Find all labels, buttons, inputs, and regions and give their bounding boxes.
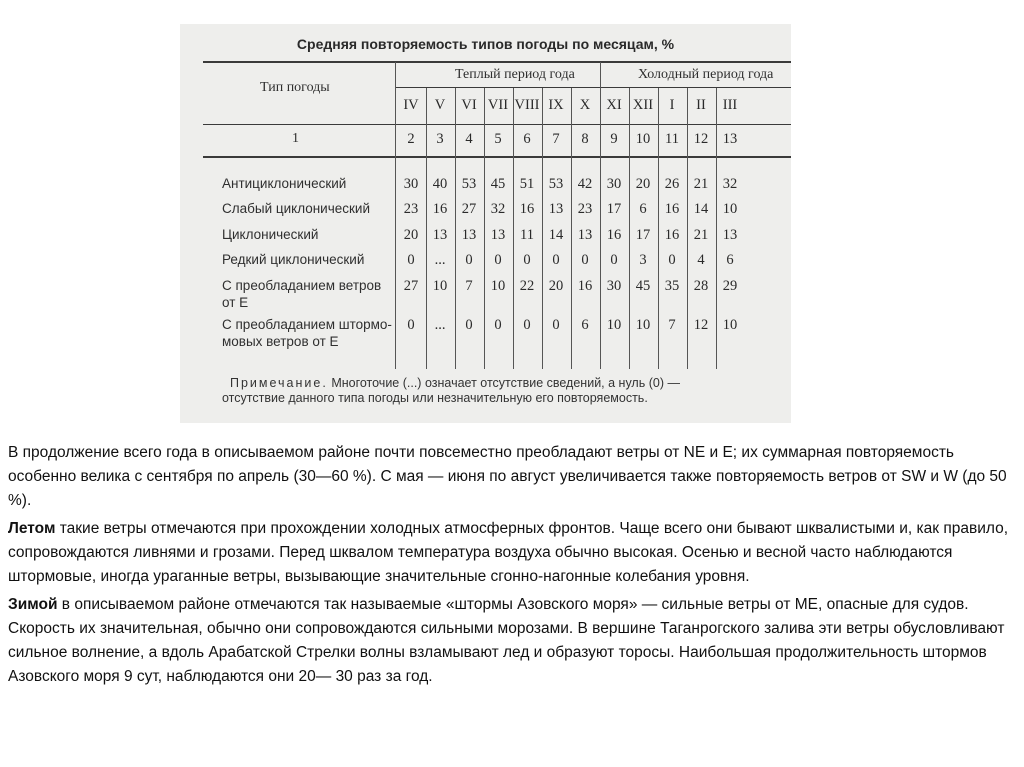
row-label: Редкий циклонический: [222, 252, 365, 267]
table-cell: 16: [606, 227, 622, 243]
month-header: II: [696, 97, 706, 113]
month-header: III: [722, 97, 738, 113]
table-cell: 10: [722, 317, 738, 333]
note-line-2: отсутствие данного типа погоды или незначительную его повторяемость.: [222, 391, 648, 405]
paragraph-3: Зимой в описываемом районе отмечаются так называемые «штормы Азовского моря» — сильные ветры от МЕ, опасные для судов. Скорость их значительная, обычно они сопровождаются сильными морозами. В вершине Таганрогского залива эти ветры обусловливают сильное волнение, а вдоль Арабатской Стрелки волны взламывают лед и образуют торосы. Наибольшая продолжительность штормов Азовского моря 9 сут, наблюдаются они 20— 30 раз за год.: [8, 596, 1005, 685]
table-title: Средняя повторяемость типов погоды по месяцам, %: [296, 36, 675, 52]
cold-period-header: Холодный период года: [638, 67, 774, 82]
table-cell: 0: [407, 317, 415, 333]
table-cell: 27: [461, 201, 477, 217]
table-cell: 13: [722, 227, 738, 243]
table-cell: 10: [432, 278, 448, 294]
table-cell: 32: [722, 176, 738, 192]
table-cell: 13: [577, 227, 593, 243]
column-number: 2: [407, 131, 415, 147]
row-label: С преобладанием ветров: [222, 278, 382, 293]
table-cell: 14: [548, 227, 564, 243]
row-label: Циклонический: [222, 227, 319, 242]
table-cell: 17: [606, 201, 622, 217]
numbers-rule: [203, 156, 791, 158]
table-cell: 11: [520, 227, 534, 243]
paragraph-1: В продолжение всего года в описываемом районе почти повсеместно преобладают ветры от NE и Е; их суммарная повторяемость особенно велика с сентября по апрель (30—60 %). С мая — июня по август увеличивается также повторяемость ветров от SW и W (до 50 %).: [8, 444, 1007, 509]
table-cell: 30: [403, 176, 419, 192]
table-cell: 53: [548, 176, 564, 192]
table-cell: 32: [490, 201, 506, 217]
table-cell: 0: [494, 317, 502, 333]
table-cell: 13: [432, 227, 448, 243]
scanned-table-image: [180, 24, 791, 423]
table-cell: 0: [552, 252, 560, 268]
table-cell: 14: [693, 201, 709, 217]
table-cell: 22: [519, 278, 535, 294]
column-number: 5: [494, 131, 502, 147]
row-label: Антициклонический: [222, 176, 347, 191]
table-cell: 17: [635, 227, 651, 243]
column-number: 10: [635, 131, 651, 147]
table-cell: 16: [519, 201, 535, 217]
month-header: VII: [487, 97, 509, 113]
table-cell: ...: [434, 252, 446, 268]
month-header: IX: [548, 97, 564, 113]
table-cell: 0: [465, 252, 473, 268]
header-rule: [203, 124, 791, 125]
table-cell: 10: [722, 201, 738, 217]
table-cell: 4: [697, 252, 705, 268]
row-label-continued: мовых ветров от Е: [222, 334, 339, 349]
table-cell: 16: [664, 227, 680, 243]
table-cell: 16: [432, 201, 448, 217]
table-top-rule: [203, 61, 791, 63]
table-cell: 30: [606, 176, 622, 192]
column-number: 6: [523, 131, 531, 147]
row-label: Слабый циклонический: [222, 201, 371, 216]
table-note: [222, 376, 782, 406]
table-cell: 23: [403, 201, 419, 217]
table-cell: 6: [639, 201, 647, 217]
table-cell: 20: [548, 278, 564, 294]
table-cell: 10: [635, 317, 651, 333]
month-header: VI: [461, 97, 477, 113]
warm-period-header: Теплый период года: [455, 67, 575, 82]
body-text: [8, 441, 1018, 693]
table-cell: 13: [548, 201, 564, 217]
table-cell: 42: [577, 176, 593, 192]
month-header: IV: [403, 97, 419, 113]
table-cell: 13: [461, 227, 477, 243]
paragraph-2-lead: Летом: [8, 520, 56, 537]
table-cell: 26: [664, 176, 680, 192]
note-line-1: Многоточие (...) означает отсутствие сведений, а нуль (0) —: [331, 376, 680, 390]
table-cell: 0: [668, 252, 676, 268]
column-number: 8: [581, 131, 589, 147]
table-cell: 7: [668, 317, 676, 333]
table-cell: 6: [581, 317, 589, 333]
table-cell: 53: [461, 176, 477, 192]
month-header: V: [434, 97, 446, 113]
table-cell: 16: [577, 278, 593, 294]
month-header: VIII: [514, 97, 540, 113]
table-cell: 7: [465, 278, 473, 294]
column-number: 11: [665, 131, 679, 147]
table-cell: 40: [432, 176, 448, 192]
month-header: X: [579, 97, 591, 113]
paragraph-2: Летом такие ветры отмечаются при прохождении холодных атмосферных фронтов. Чаще всего они бывают шквалистыми и, как правило, сопровождаются ливнями и грозами. Перед шквалом температура воздуха обычно высокая. Осенью и весной часто наблюдаются штормовые, иногда ураганные ветры, вызывающие значительные сгонно-нагонные колебания уровня.: [8, 520, 1009, 585]
table-cell: 0: [523, 252, 531, 268]
table-cell: 10: [606, 317, 622, 333]
column-number: 3: [436, 131, 444, 147]
table-cell: 35: [664, 278, 680, 294]
column-number: 12: [693, 131, 709, 147]
column-number: 4: [465, 131, 473, 147]
col-header-label: Тип погоды: [260, 80, 330, 95]
month-header: XI: [606, 97, 622, 113]
table-cell: 20: [635, 176, 651, 192]
table-cell: 29: [722, 278, 738, 294]
table-cell: 21: [693, 227, 709, 243]
table-cell: 20: [403, 227, 419, 243]
table-cell: 0: [407, 252, 415, 268]
table-cell: 10: [490, 278, 506, 294]
table-cell: 27: [403, 278, 419, 294]
table-cell: ...: [434, 317, 446, 333]
table-cell: 12: [693, 317, 709, 333]
table-cell: 0: [610, 252, 618, 268]
table-cell: 0: [494, 252, 502, 268]
table-cell: 0: [552, 317, 560, 333]
table-cell: 3: [639, 252, 647, 268]
col-divider-label: [395, 62, 396, 369]
table-cell: 0: [465, 317, 473, 333]
column-number: 13: [722, 131, 738, 147]
table-cell: 0: [523, 317, 531, 333]
column-number: 9: [610, 131, 618, 147]
row-label-continued: от Е: [222, 295, 249, 310]
paragraph-3-lead: Зимой: [8, 596, 58, 613]
table-cell: 0: [581, 252, 589, 268]
table-cell: 23: [577, 201, 593, 217]
table-cell: 21: [693, 176, 709, 192]
table-cell: 28: [693, 278, 709, 294]
column-number: 7: [552, 131, 560, 147]
table-cell: 51: [519, 176, 535, 192]
table-cell: 45: [635, 278, 651, 294]
table-cell: 13: [490, 227, 506, 243]
month-header: XII: [632, 97, 654, 113]
note-word: Примечание.: [230, 376, 328, 390]
table-cell: 45: [490, 176, 506, 192]
col-number-label: 1: [292, 131, 299, 146]
table-cell: 16: [664, 201, 680, 217]
table-cell: 6: [726, 252, 734, 268]
row-label: С преобладанием штормо-: [222, 317, 392, 332]
table-cell: 30: [606, 278, 622, 294]
month-header: I: [669, 97, 675, 113]
